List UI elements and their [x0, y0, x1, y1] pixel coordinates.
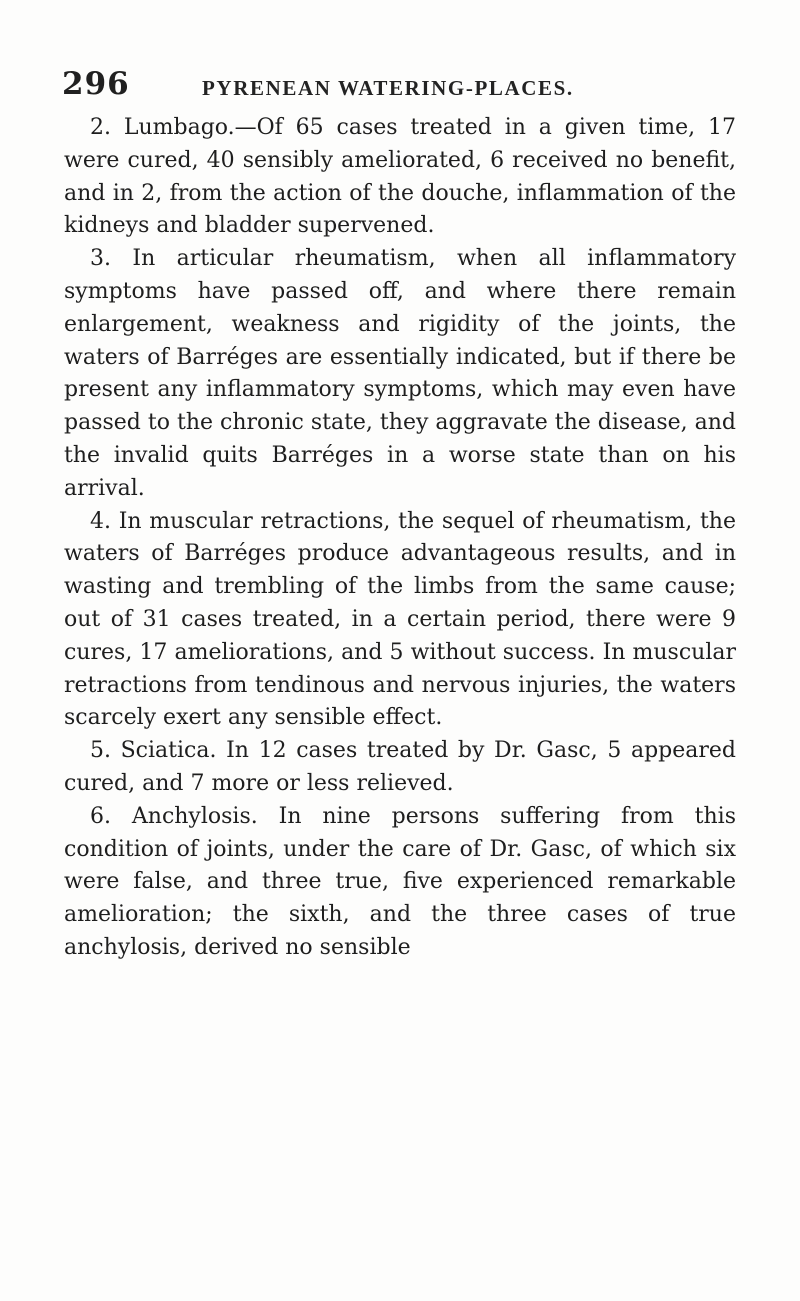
paragraph-sciatica: 5. Sciatica. In 12 cases treated by Dr. Gasc, 5 appeared cured, and 7 more or less relieved. — [64, 738, 736, 796]
running-title: PYRENEAN WATERING-PLACES. — [202, 76, 574, 100]
paragraph-anchylosis: 6. Anchylosis. In nine persons suffering from this condition of joints, under the care of Dr. Gasc, of which six were false, and three true, five experienced remarkable amelioration; the sixth, and the three cases of true anchylosis, derived no sensible — [64, 803, 736, 960]
paragraph-lumbago: 2. Lumbago.—Of 65 cases treated in a given time, 17 were cured, 40 sensibly ameliorated, 6 received no benefit, and in 2, from the action of the douche, inflammation of the kidneys and bladder supervened. — [64, 115, 736, 239]
paragraph-muscular-retractions: 4. In muscular retractions, the sequel of rheumatism, the waters of Barréges produce advantageous results, and in wasting and trembling of the limbs from the same cause; out of 31 cases treated, in a certain period, there were 9 cures, 17 ameliorations, and 5 without success. In muscular retractions from tendinous and nervous injuries, the waters scarcely exert any sensible effect. — [64, 508, 736, 731]
body-text — [64, 112, 736, 965]
paragraph-articular-rheumatism: 3. In articular rheumatism, when all inflammatory symptoms have passed off, and where there remain enlargement, weakness and rigidity of the joints, the waters of Barréges are essentially indicated, but if there be present any inflammatory symptoms, which may even have passed to the chronic state, they aggravate the disease, and the invalid quits Barréges in a worse state than on his arrival. — [64, 246, 736, 501]
page-number: 296 — [62, 66, 130, 102]
running-head — [62, 66, 762, 110]
